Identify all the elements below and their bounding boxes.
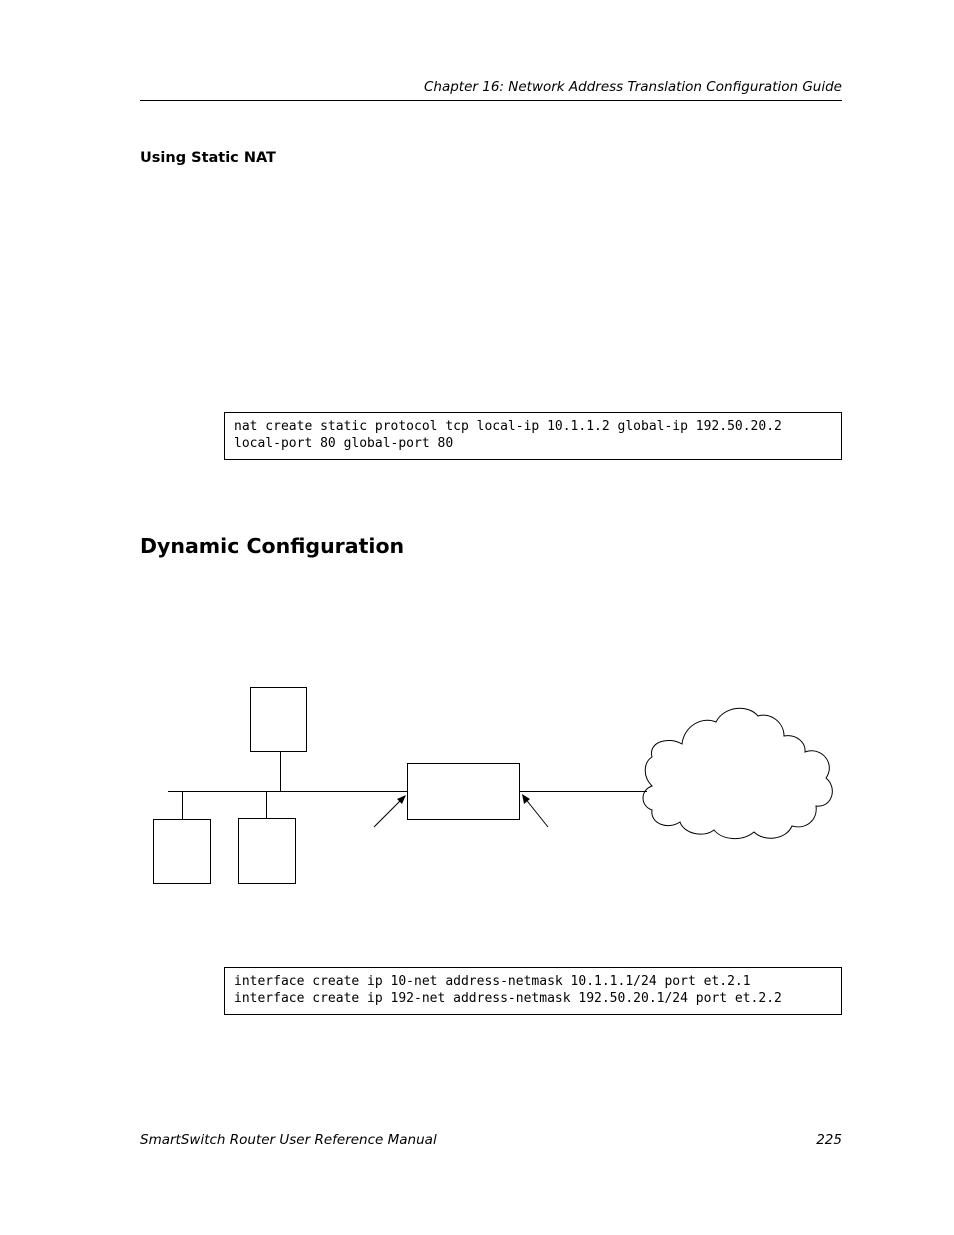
- code-line: local-port 80 global-port 80: [234, 436, 454, 451]
- host-box-top: [251, 688, 307, 752]
- code-line: interface create ip 192-net address-netmask 192.50.20.1/24 port et.2.2: [234, 991, 782, 1006]
- section-title: Dynamic Configuration: [140, 534, 405, 558]
- internet-cloud-icon: [643, 708, 832, 838]
- page-number: 225: [816, 1132, 842, 1148]
- static-nat-subheading: Using Static NAT: [140, 150, 276, 166]
- interface-code-block: [224, 967, 842, 1015]
- code-line: nat create static protocol tcp local-ip 10.1.1.2 global-ip 192.50.20.2: [234, 419, 782, 434]
- footer-manual-title: SmartSwitch Router User Reference Manual: [140, 1132, 437, 1148]
- host-box-bottom-middle: [239, 819, 296, 884]
- code-line: interface create ip 10-net address-netmask 10.1.1.1/24 port et.2.1: [234, 974, 751, 989]
- arrow-right-shaft: [524, 797, 548, 827]
- router-box: [408, 764, 520, 820]
- chapter-header: Chapter 16: Network Address Translation Configuration Guide: [423, 79, 842, 95]
- host-box-bottom-left: [154, 820, 211, 884]
